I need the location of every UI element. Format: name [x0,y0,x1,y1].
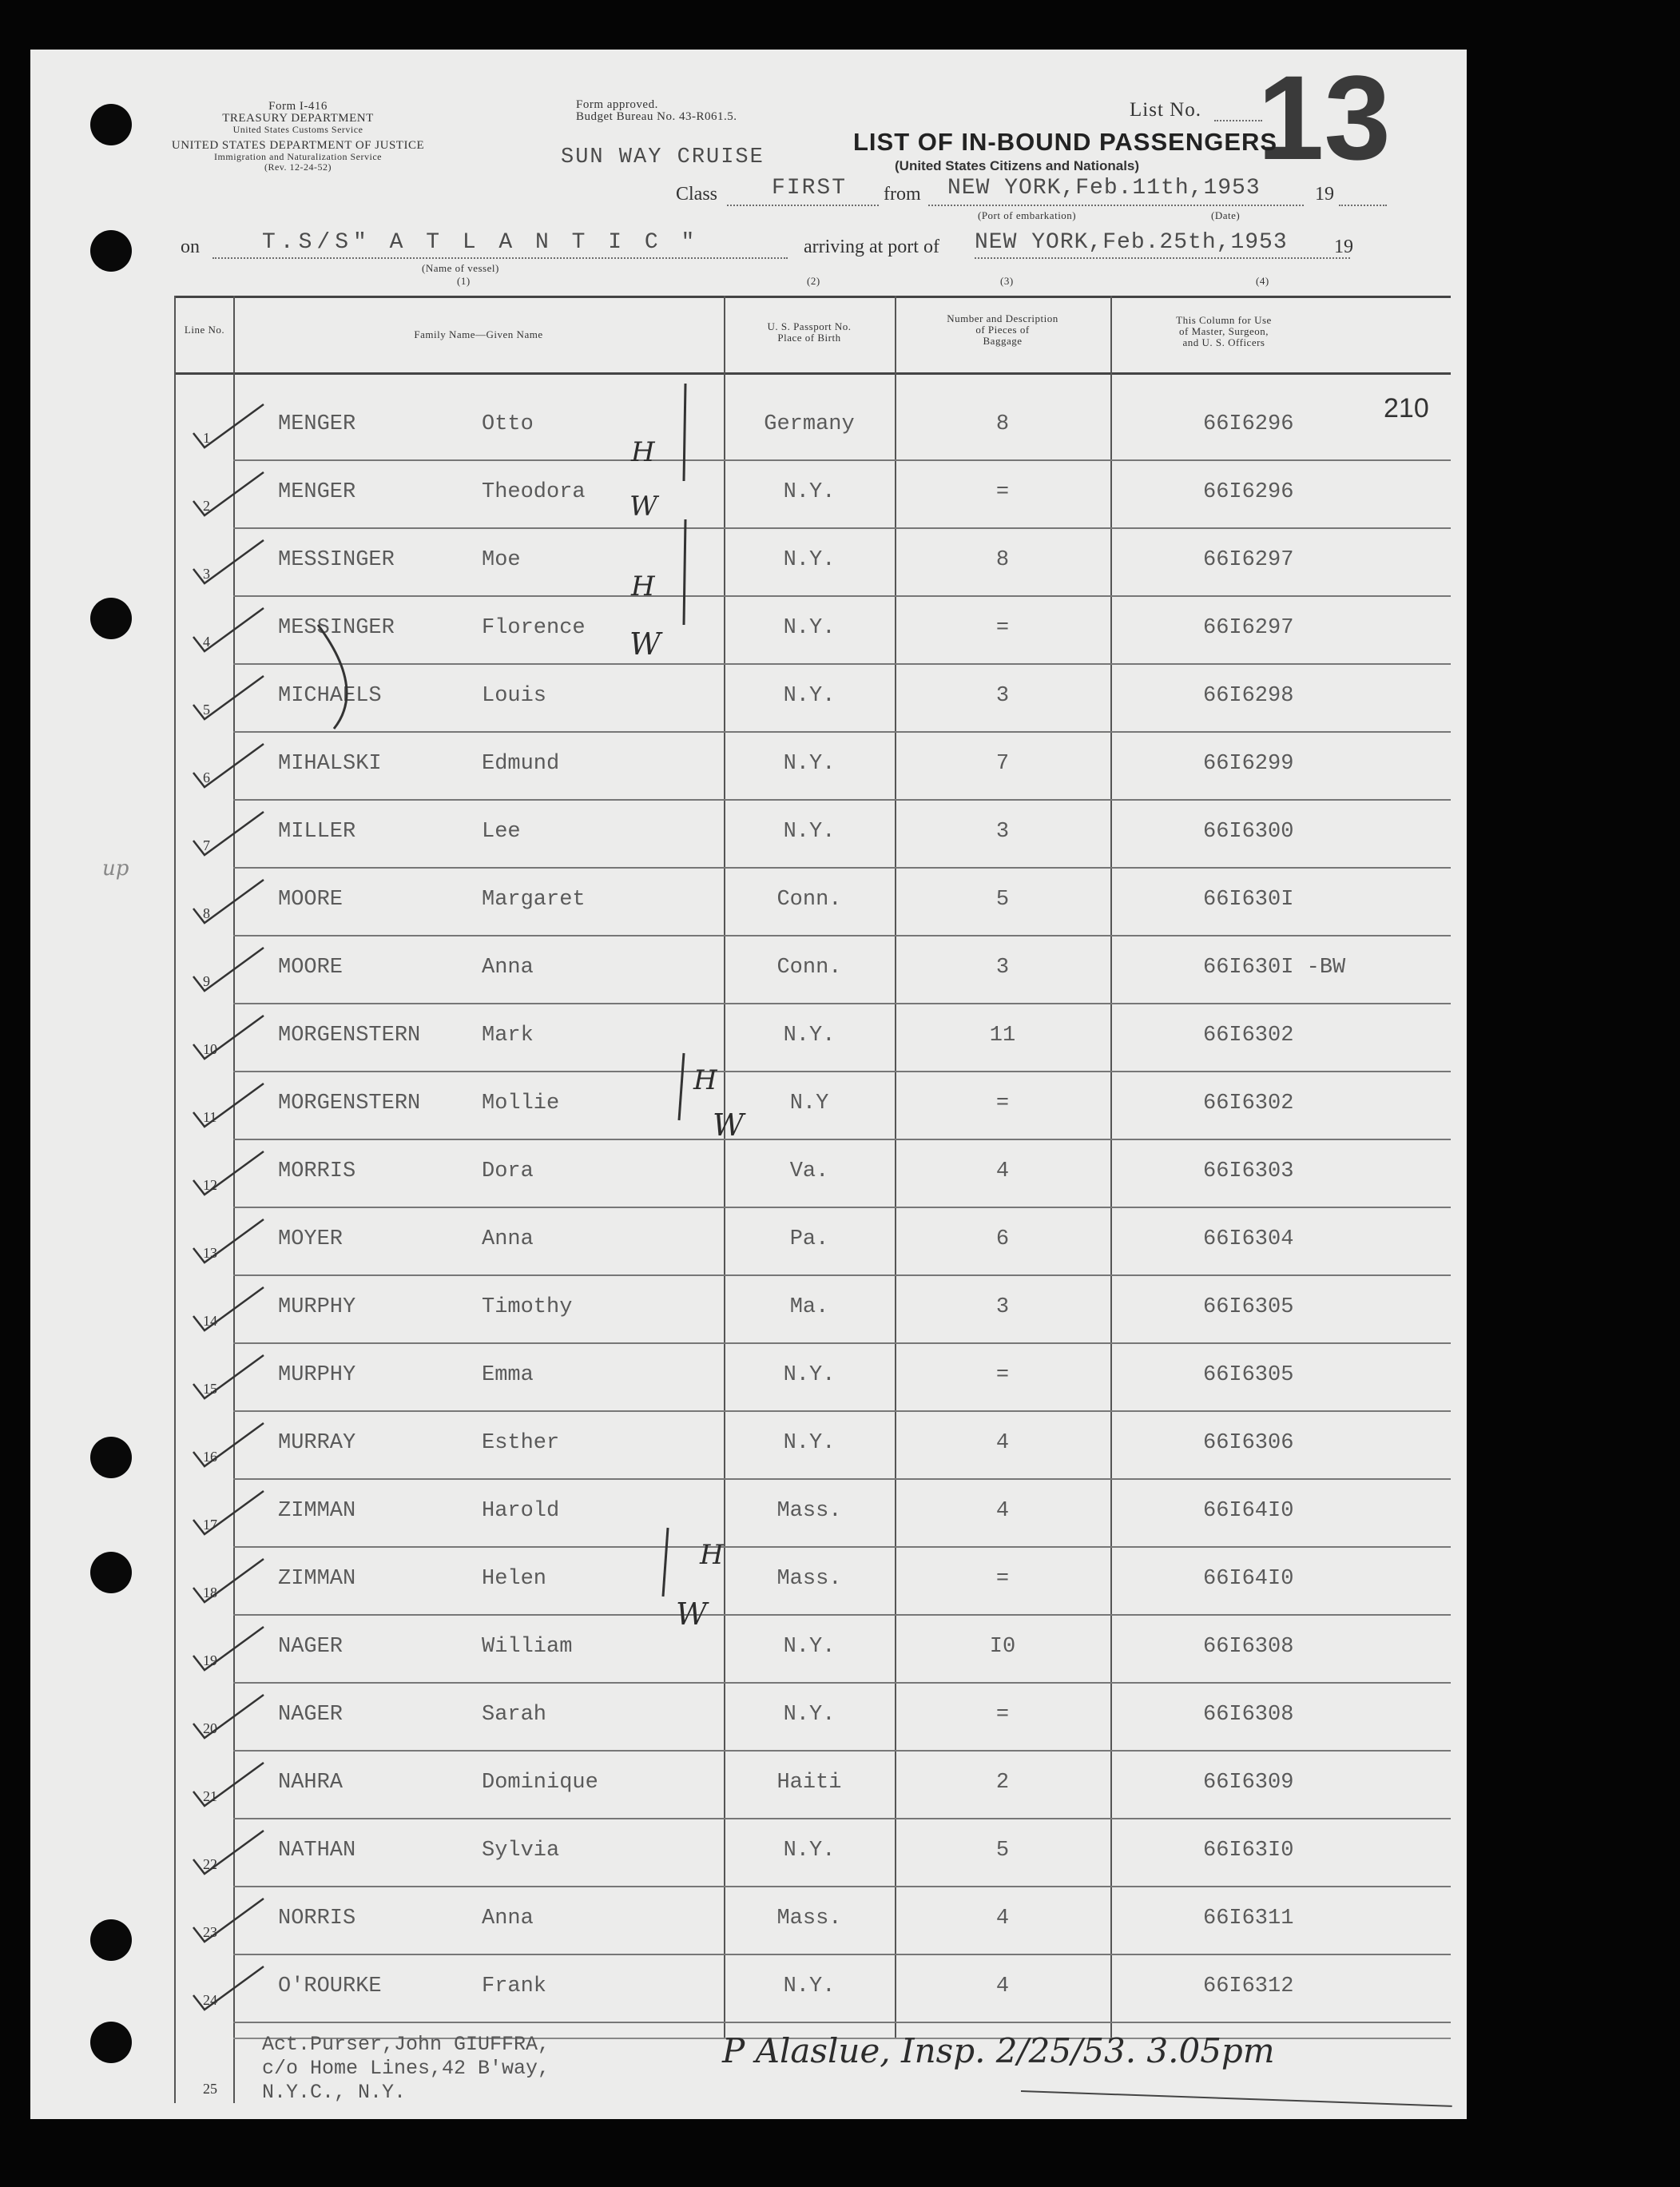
from-label: from [884,184,921,205]
officers-header-line: and U. S. Officers [1182,336,1265,348]
form-number: Form I-416 [268,100,328,113]
place-of-birth: N.Y. [783,1839,836,1863]
place-of-birth: N.Y. [783,616,836,640]
line-number: 15 [203,1381,217,1397]
family-name: NAGER [278,1703,344,1727]
given-name: Margaret [482,888,586,912]
officer-code: 66I630I [1203,888,1294,912]
family-name: MURPHY [278,1295,356,1319]
bracket-mark [663,1528,668,1597]
from-value: NEW YORK,Feb.11th,1953 [947,176,1261,201]
line-number: 4 [203,634,210,650]
baggage-count: = [995,1703,1010,1727]
place-of-birth: N.Y. [783,820,836,844]
line-number: 5 [203,702,210,718]
given-name: Louis [482,684,547,708]
line-number: 8 [203,905,210,921]
line-number: 23 [203,1924,217,1940]
list-number: 13 [1257,50,1391,185]
wife-mark: W [630,626,661,662]
officer-code: 66I6305 [1203,1363,1294,1387]
baggage-count: = [995,480,1010,504]
baggage-count: 6 [995,1227,1010,1251]
line-number: 13 [203,1245,217,1261]
baggage-count: 4 [995,1159,1010,1183]
officer-code: 66I6299 [1203,752,1294,776]
place-of-birth: Mass. [776,1907,842,1931]
line-number: 7 [203,837,210,853]
place-of-birth: N.Y. [783,1703,836,1727]
officer-code: 66I6306 [1203,1431,1294,1455]
officer-code: 66I64I0 [1203,1567,1294,1591]
baggage-count: = [995,1092,1010,1115]
line-number: 2 [203,498,210,514]
given-name: Helen [482,1567,547,1591]
baggage-count: 11 [989,1024,1016,1048]
family-name: ZIMMAN [278,1567,356,1591]
baggage-header-line: Baggage [983,335,1023,347]
place-of-birth: N.Y. [783,1431,836,1455]
line-number: 1 [203,430,210,446]
baggage-count: 4 [995,1431,1010,1455]
given-name: William [482,1635,573,1659]
place-of-birth: N.Y [789,1092,829,1115]
family-name: MURPHY [278,1363,356,1387]
family-name: MORGENSTERN [278,1024,421,1048]
line-number: 17 [203,1517,217,1533]
baggage-count: = [995,616,1010,640]
document-page [30,50,1467,2119]
family-name: MOYER [278,1227,344,1251]
officer-code: 66I6302 [1203,1092,1294,1115]
line-number: 9 [203,973,210,989]
passport-header-line: Place of Birth [777,332,841,344]
page-title: LIST OF IN-BOUND PASSENGERS [853,128,1278,156]
passport-header-line: U. S. Passport No. [767,320,852,332]
officer-code: 66I630I -BW [1203,956,1346,980]
purser-line: Act.Purser,John GIUFFRA, [262,2033,550,2056]
footer-line-no: 25 [203,2081,217,2097]
baggage-header-line: of Pieces of [975,324,1030,336]
caption-4: (4) [1256,275,1269,287]
place-of-birth: N.Y. [783,1363,836,1387]
husband-mark: H [631,571,655,602]
margin-note: up [102,857,129,881]
baggage-count: 4 [995,1974,1010,1998]
ins-service: Immigration and Naturalization Service [214,151,382,162]
baggage-count: 2 [995,1771,1010,1795]
inspector-signature: P Alaslue, Insp. 2/25/53. 3.05pm [722,2031,1275,2070]
baggage-count: 3 [995,1295,1010,1319]
line-number: 20 [203,1720,217,1736]
baggage-count: 3 [995,820,1010,844]
caption-3: (3) [1000,275,1014,287]
year-suffix: 19 [1315,184,1334,205]
class-value: FIRST [772,176,848,201]
place-of-birth: N.Y. [783,1024,836,1048]
family-name: MESSINGER [278,548,395,572]
officer-code: 66I6304 [1203,1227,1294,1251]
line-number: 18 [203,1585,217,1600]
officer-code: 66I6300 [1203,820,1294,844]
justice-dept: UNITED STATES DEPARTMENT OF JUSTICE [171,139,425,152]
baggage-count: = [995,1363,1010,1387]
line-number: 14 [203,1313,217,1329]
officer-code: 66I6296 [1203,412,1294,436]
family-name: MESSINGER [278,616,395,640]
line-number: 21 [203,1788,217,1804]
officer-code: 66I6305 [1203,1295,1294,1319]
family-name: MIHALSKI [278,752,382,776]
husband-mark: H [700,1539,724,1571]
family-name: ZIMMAN [278,1499,356,1523]
baggage-count: 5 [995,1839,1010,1863]
family-name: MORGENSTERN [278,1092,421,1115]
baggage-count: 5 [995,888,1010,912]
given-name: Mollie [482,1092,560,1115]
budget-bureau: Budget Bureau No. 43-R061.5. [576,110,737,123]
place-of-birth: Conn. [776,888,842,912]
baggage-count: 8 [995,548,1010,572]
given-name: Lee [482,820,521,844]
place-of-birth: N.Y. [783,684,836,708]
officers-header-line: This Column for Use [1176,314,1272,326]
place-of-birth: N.Y. [783,1635,836,1659]
vessel-name: T.S/S" A T L A N T I C " [262,230,700,255]
given-name: Edmund [482,752,560,776]
given-name: Anna [482,956,534,980]
officer-code: 66I6297 [1203,548,1294,572]
family-name: MENGER [278,412,356,436]
given-name: Anna [482,1227,534,1251]
baggage-header-line: Number and Description [947,312,1058,324]
place-of-birth: Conn. [776,956,842,980]
officer-code: 66I6296 [1203,480,1294,504]
page-subtitle: (United States Citizens and Nationals) [895,158,1140,173]
family-name: MOORE [278,956,344,980]
family-name: MENGER [278,480,356,504]
officer-code: 66I63I0 [1203,1839,1294,1863]
arriving-value: NEW YORK,Feb.25th,1953 [975,230,1288,255]
given-name: Esther [482,1431,560,1455]
family-name: MILLER [278,820,356,844]
given-name: Theodora [482,480,586,504]
line-number: 10 [203,1041,217,1057]
given-name: Sylvia [482,1839,560,1863]
place-of-birth: Va. [789,1159,829,1183]
given-name: Timothy [482,1295,573,1319]
port-caption: (Port of embarkation) [978,209,1077,221]
given-name: Mark [482,1024,534,1048]
line-number: 22 [203,1856,217,1872]
officer-code: 66I6298 [1203,684,1294,708]
given-name: Moe [482,548,521,572]
line-number: 11 [203,1109,217,1125]
baggage-count: 8 [995,412,1010,436]
treasury-dept: TREASURY DEPARTMENT [222,112,374,125]
line-number: 12 [203,1177,217,1193]
given-name: Dominique [482,1771,598,1795]
given-name: Otto [482,412,534,436]
purser-line: c/o Home Lines,42 B'way, [262,2057,550,2080]
bracket-mark [684,519,685,625]
vessel-caption-no: (1) [457,275,471,287]
family-name: MORRIS [278,1159,356,1183]
bracket-mark [684,384,685,481]
place-of-birth: Haiti [776,1771,842,1795]
margin-number: 210 [1384,393,1429,423]
given-name: Emma [482,1363,534,1387]
line-number: 16 [203,1449,217,1465]
family-name: NAGER [278,1635,344,1659]
officer-code: 66I6311 [1203,1907,1294,1931]
form-approved: Form approved. [576,98,658,111]
husband-mark: H [693,1064,717,1096]
col-header-name: Family Name—Given Name [414,328,543,340]
place-of-birth: N.Y. [783,480,836,504]
wife-mark: W [713,1107,745,1143]
caption-2: (2) [807,275,820,287]
officer-code: 66I64I0 [1203,1499,1294,1523]
baggage-count: 4 [995,1499,1010,1523]
given-name: Frank [482,1974,547,1998]
bracket-mark [679,1053,684,1120]
on-label: on [181,237,200,257]
family-name: MICHAELS [278,684,382,708]
place-of-birth: Germany [764,412,855,436]
place-of-birth: Mass. [776,1567,842,1591]
officer-code: 66I6308 [1203,1703,1294,1727]
family-name: MURRAY [278,1431,356,1455]
place-of-birth: Mass. [776,1499,842,1523]
baggage-count: 3 [995,684,1010,708]
line-number: 24 [203,1992,217,2008]
given-name: Dora [482,1159,534,1183]
purser-line: N.Y.C., N.Y. [262,2081,407,2104]
husband-mark: H [631,436,655,468]
wife-mark: W [630,491,657,523]
place-of-birth: N.Y. [783,1974,836,1998]
customs-service: United States Customs Service [232,124,363,135]
class-label: Class [676,184,718,205]
place-of-birth: Ma. [789,1295,829,1319]
baggage-count: = [995,1567,1010,1591]
officers-header-line: of Master, Surgeon, [1178,325,1269,337]
wife-mark: W [676,1597,708,1632]
bracket-marks [30,50,1467,2119]
given-name: Anna [482,1907,534,1931]
family-name: NATHAN [278,1839,356,1863]
family-name: NORRIS [278,1907,356,1931]
bracket-mark [318,625,347,729]
place-of-birth: Pa. [789,1227,829,1251]
baggage-count: 7 [995,752,1010,776]
place-of-birth: N.Y. [783,548,836,572]
officer-code: 66I6308 [1203,1635,1294,1659]
baggage-count: 3 [995,956,1010,980]
officer-code: 66I6312 [1203,1974,1294,1998]
cruise-name: SUN WAY CRUISE [561,145,765,169]
baggage-count: 4 [995,1907,1010,1931]
officer-code: 66I6302 [1203,1024,1294,1048]
family-name: MOORE [278,888,344,912]
line-number: 19 [203,1652,217,1668]
given-name: Florence [482,616,586,640]
year-suffix: 19 [1334,237,1353,257]
line-number: 6 [203,769,210,785]
given-name: Harold [482,1499,560,1523]
given-name: Sarah [482,1703,547,1727]
list-no-label: List No. [1130,99,1201,121]
officer-code: 66I6297 [1203,616,1294,640]
line-number: 3 [203,566,210,582]
place-of-birth: N.Y. [783,752,836,776]
vessel-caption: (Name of vessel) [422,262,499,274]
baggage-count: I0 [989,1635,1016,1659]
family-name: NAHRA [278,1771,344,1795]
officer-code: 66I6303 [1203,1159,1294,1183]
col-header-line-no: Line No. [184,324,225,336]
form-revision: (Rev. 12-24-52) [264,161,332,173]
arriving-label: arriving at port of [804,237,939,257]
family-name: O'ROURKE [278,1974,382,1998]
officer-code: 66I6309 [1203,1771,1294,1795]
date-caption: (Date) [1211,209,1241,221]
